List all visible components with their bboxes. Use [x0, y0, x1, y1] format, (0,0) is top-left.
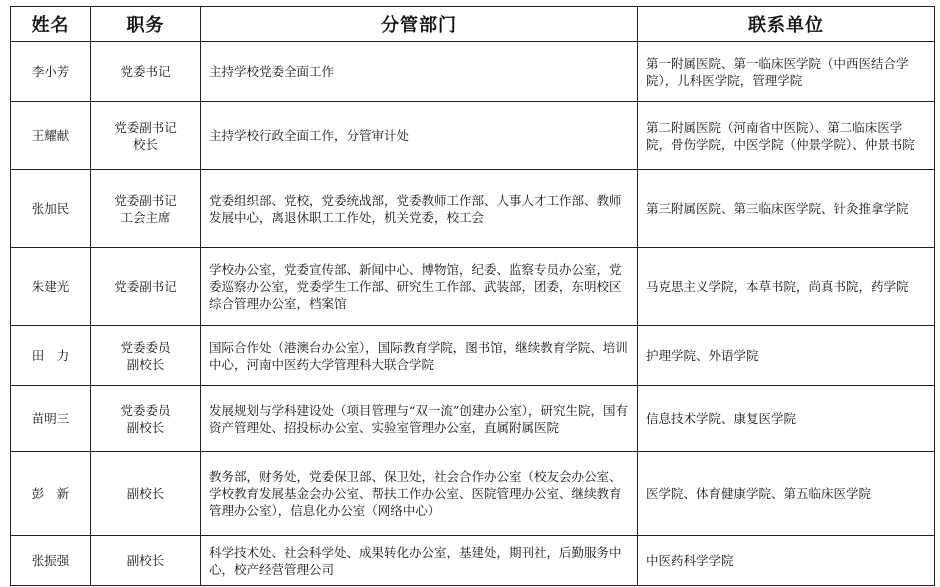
position-line: 党委书记 [120, 64, 171, 79]
cell-departments: 教务部，财务处，党委保卫部、保卫处，社会合作办公室（校友会办公室、学校教育发展基金会办公室、帮扶工作办公室、医院管理办公室、继续教育管理办公室），信息化办公室（网络中心） [201, 452, 638, 536]
cell-name: 田 力 [11, 326, 91, 386]
table-header-row [11, 7, 935, 42]
cell-departments: 国际合作处（港澳台办公室），国际教育学院，图书馆，继续教育学院、培训中心，河南中医药大学管理科大联合学院 [201, 326, 638, 386]
cell-name: 苗明三 [11, 386, 91, 452]
table-row [11, 452, 935, 536]
position-line: 副校长 [126, 553, 165, 568]
cell-position [91, 102, 201, 170]
cell-units: 中医药科学学院 [638, 536, 935, 586]
cell-departments: 学校办公室，党委宣传部、新闻中心、博物馆，纪委、监察专员办公室，党委巡察办公室，党委学生工作部、研究生工作部、武装部，团委，东明校区综合管理办公室，档案馆 [201, 248, 638, 326]
position-line: 副校长 [126, 419, 165, 435]
cell-name: 朱建光 [11, 248, 91, 326]
table-row [11, 248, 935, 326]
cell-position [91, 536, 201, 586]
position-line: 工会主席 [120, 209, 171, 225]
position-line: 党委委员 [120, 402, 171, 418]
position-line: 党委委员 [120, 339, 171, 355]
cell-position [91, 386, 201, 452]
header-name: 姓名 [11, 7, 91, 42]
cell-position [91, 248, 201, 326]
position-line: 党委副书记 [114, 119, 177, 135]
table-row [11, 102, 935, 170]
cell-units: 第一附属医院、第一临床医学院（中西医结合学院），儿科医学院，管理学院 [638, 42, 935, 102]
header-position: 职务 [91, 7, 201, 42]
cell-departments: 主持学校行政全面工作，分管审计处 [201, 102, 638, 170]
header-units: 联系单位 [638, 7, 935, 42]
cell-units: 第二附属医院（河南省中医院）、第二临床医学院，骨伤学院，中医学院（仲景学院）、仲景书院 [638, 102, 935, 170]
cell-units: 护理学院、外语学院 [638, 326, 935, 386]
table-row [11, 326, 935, 386]
table-row [11, 170, 935, 248]
cell-name: 李小芳 [11, 42, 91, 102]
cell-departments: 科学技术处、社会科学处、成果转化办公室，基建处，期刊社，后勤服务中心，校产经营管理公司 [201, 536, 638, 586]
cell-units: 第三附属医院、第三临床医学院、针灸推拿学院 [638, 170, 935, 248]
position-line: 党委副书记 [114, 279, 177, 294]
cell-departments: 发展规划与学科建设处（项目管理与“双一流”创建办公室），研究生院，国有资产管理处、招投标办公室、实验室管理办公室，直属附属医院 [201, 386, 638, 452]
cell-name: 张振强 [11, 536, 91, 586]
leadership-duty-table-container [10, 6, 934, 586]
position-line: 党委副书记 [114, 192, 177, 208]
position-line: 副校长 [126, 356, 165, 372]
header-departments: 分管部门 [201, 7, 638, 42]
cell-position [91, 170, 201, 248]
cell-departments: 党委组织部、党校，党委统战部，党委教师工作部、人事人才工作部、教师发展中心，离退休职工工作处，机关党委，校工会 [201, 170, 638, 248]
cell-units: 医学院、体育健康学院、第五临床医学院 [638, 452, 935, 536]
position-line: 副校长 [126, 486, 165, 501]
cell-name: 张加民 [11, 170, 91, 248]
cell-name: 王耀献 [11, 102, 91, 170]
table-row [11, 536, 935, 586]
cell-position [91, 326, 201, 386]
cell-departments: 主持学校党委全面工作 [201, 42, 638, 102]
cell-position [91, 42, 201, 102]
cell-position [91, 452, 201, 536]
cell-units: 信息技术学院、康复医学院 [638, 386, 935, 452]
cell-name: 彭 新 [11, 452, 91, 536]
cell-units: 马克思主义学院，本草书院，尚真书院，药学院 [638, 248, 935, 326]
table-row [11, 386, 935, 452]
table-row [11, 42, 935, 102]
position-line: 校长 [132, 136, 158, 152]
leadership-duty-table [10, 6, 935, 586]
